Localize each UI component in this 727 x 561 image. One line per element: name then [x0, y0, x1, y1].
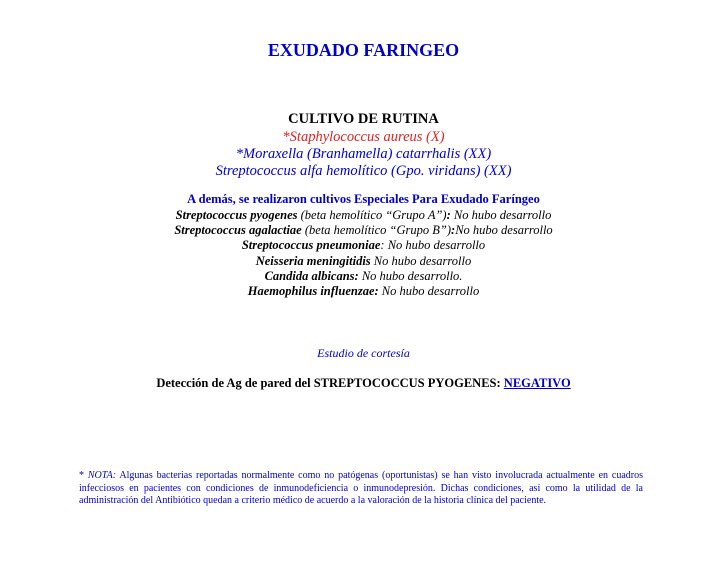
detection-separator: :: [496, 376, 504, 390]
antigen-detection: [0, 376, 727, 391]
special-culture-row: [0, 238, 727, 253]
special-culture-row: [0, 254, 727, 269]
organism-name: Moraxella (Branhamella) catarrhalis (XX): [243, 146, 492, 162]
routine-organism: [0, 146, 727, 163]
note-prefix: *: [79, 470, 88, 481]
organism-name: Staphylococcus aureus (X): [289, 129, 445, 145]
special-separator: :: [451, 223, 456, 237]
special-result: No hubo desarrollo: [455, 223, 553, 237]
special-organism: Streptococcus pyogenes: [175, 208, 298, 222]
footnote: [79, 470, 643, 508]
special-detail: (beta hemolítico “Grupo B”): [301, 223, 452, 237]
special-result: No hubo desarrollo: [370, 254, 472, 268]
organism-name: Streptococcus alfa hemolítico (Gpo. viridans) (XX): [215, 163, 512, 179]
special-separator: :: [446, 208, 451, 222]
special-organism: Streptococcus pneumoniae: [241, 238, 381, 252]
special-detail: (beta hemolítico “Grupo A”): [297, 208, 447, 222]
special-culture-row: [0, 208, 727, 223]
courtesy-label: Estudio de cortesía: [317, 346, 410, 360]
detection-result-link[interactable]: NEGATIVO: [503, 376, 571, 390]
note-text: Algunas bacterias reportadas normalmente como no patógenas (oportunistas) se han visto involucrada actualmente en cuadros infecciosos en pacientes con condiciones de inmunodeficiencia o inmunodepresión. Dichas condiciones, así como la utilidad de la administración del Antibiótico quedan a criterio médico de acuerdo a la valoración de la historia clínica del paciente.: [79, 470, 643, 506]
special-result: No hubo desarrollo.: [358, 269, 463, 283]
report-title: EXUDADO FARINGEO: [267, 40, 460, 60]
routine-culture-heading: CULTIVO DE RUTINA: [288, 111, 439, 127]
special-result: No hubo desarrollo: [450, 208, 552, 222]
routine-organism: [0, 163, 727, 180]
special-cultures-heading: A demás, se realizaron cultivos Especiales Para Exudado Faríngeo: [187, 192, 540, 206]
special-organism: Streptococcus agalactiae: [174, 223, 302, 237]
note-label: NOTA:: [87, 470, 117, 481]
organism-prefix: *: [235, 146, 244, 162]
detection-label: Detección de Ag de pared del STREPTOCOCCUS PYOGENES: [156, 376, 497, 390]
special-separator: :: [380, 238, 385, 252]
special-separator: :: [354, 269, 359, 283]
special-culture-row: [0, 284, 727, 299]
organism-prefix: *: [282, 129, 290, 145]
special-organism: Candida albicans: [264, 269, 355, 283]
special-culture-row: [0, 223, 727, 238]
special-result: No hubo desarrollo: [384, 238, 486, 252]
special-organism: Neisseria meningitidis: [255, 254, 371, 268]
special-culture-row: [0, 269, 727, 284]
special-separator: :: [374, 284, 379, 298]
routine-organism: [0, 129, 727, 146]
special-result: No hubo desarrollo: [378, 284, 480, 298]
special-organism: Haemophilus influenzae: [247, 284, 375, 298]
